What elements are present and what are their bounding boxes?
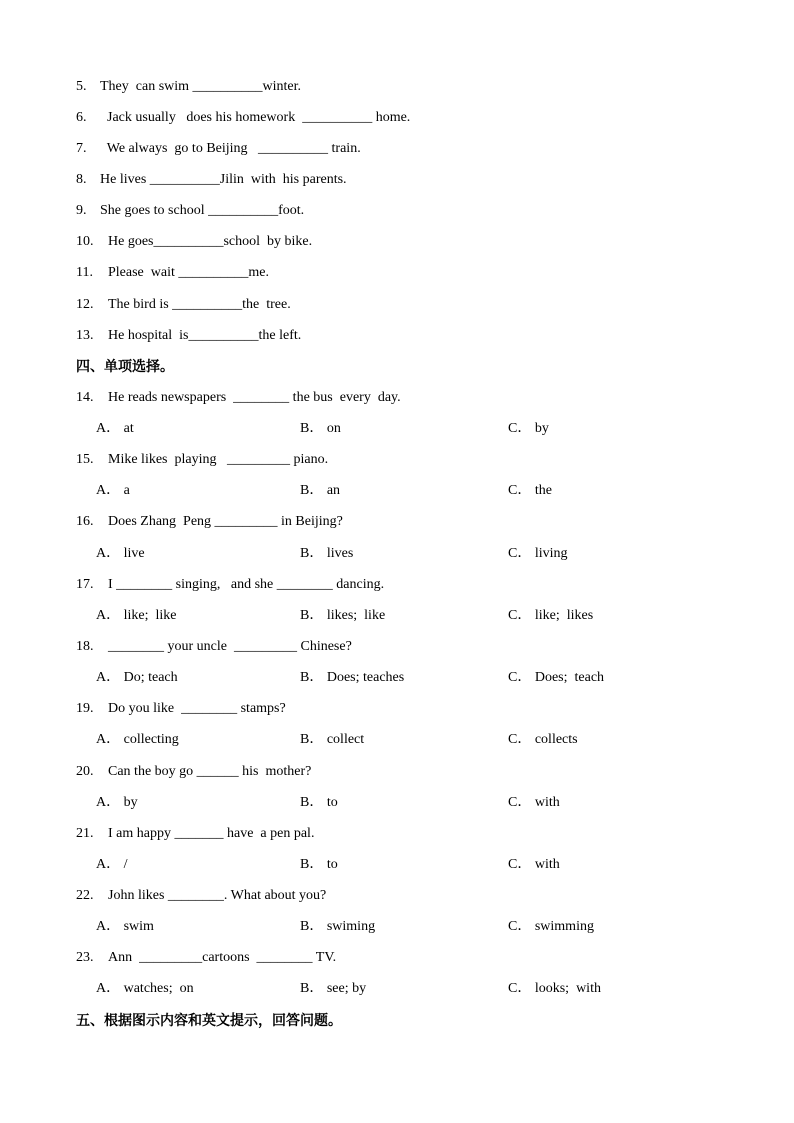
option-b: B． an xyxy=(300,483,341,498)
question-text: Can the boy go ______ his mother? xyxy=(108,764,312,779)
option-c: C． with xyxy=(508,795,560,810)
question-text: He reads newspapers ________ the bus every day. xyxy=(108,390,401,405)
question-text: Does Zhang Peng _________ in Beijing? xyxy=(108,514,343,529)
question-text: Ann _________cartoons ________ TV. xyxy=(108,950,337,965)
question-text: He hospital is__________the left. xyxy=(108,328,302,343)
question-19: 19. Do you like ________ stamps? xyxy=(76,701,286,716)
option-b: B． to xyxy=(300,795,338,810)
option-a: A． / xyxy=(96,857,128,872)
option-c: C． Does; teach xyxy=(508,670,605,685)
question-11: 11. Please wait __________me. xyxy=(76,265,269,280)
question-14: 14. He reads newspapers ________ the bus every day. xyxy=(76,390,401,405)
option-a: A． swim xyxy=(96,919,154,934)
question-8: 8. He lives __________Jilin with his parents. xyxy=(76,172,347,187)
question-text: He lives __________Jilin with his parents. xyxy=(100,172,347,187)
option-c: C． living xyxy=(508,546,568,561)
option-b: B． swiming xyxy=(300,919,376,934)
question-text: Please wait __________me. xyxy=(108,265,269,280)
option-a: A． by xyxy=(96,795,138,810)
option-b: B． likes; like xyxy=(300,608,386,623)
question-17: 17. I ________ singing, and she ________ dancing. xyxy=(76,577,385,592)
question-23: 23. Ann _________cartoons ________ TV. xyxy=(76,950,337,965)
option-c: C． with xyxy=(508,857,560,872)
question-text: Mike likes playing _________ piano. xyxy=(108,452,329,467)
option-c: C． swimming xyxy=(508,919,594,934)
option-b: B． see; by xyxy=(300,981,367,996)
question-text: We always go to Beijing __________ train. xyxy=(100,141,361,156)
question-20: 20. Can the boy go ______ his mother? xyxy=(76,764,312,779)
option-b: B． on xyxy=(300,421,341,436)
question-text: ________ your uncle _________ Chinese? xyxy=(108,639,352,654)
option-c: C． looks; with xyxy=(508,981,601,996)
option-b: B． to xyxy=(300,857,338,872)
question-12: 12. The bird is __________the tree. xyxy=(76,297,291,312)
question-text: I ________ singing, and she ________ dancing. xyxy=(108,577,385,592)
question-22: 22. John likes ________. What about you? xyxy=(76,888,327,903)
question-text: She goes to school __________foot. xyxy=(100,203,305,218)
option-a: A． at xyxy=(96,421,134,436)
section-5-title: 五、根据图示内容和英文提示，回答问题。 xyxy=(76,1013,342,1029)
section-4-title: 四、单项选择。 xyxy=(76,359,174,375)
option-a: A． watches; on xyxy=(96,981,194,996)
question-text: I am happy _______ have a pen pal. xyxy=(108,826,315,841)
option-a: A． Do; teach xyxy=(96,670,178,685)
option-b: B． Does; teaches xyxy=(300,670,405,685)
question-18: 18. ________ your uncle _________ Chinese? xyxy=(76,639,352,654)
option-a: A． collecting xyxy=(96,732,179,747)
option-a: A． a xyxy=(96,483,130,498)
option-b: B． lives xyxy=(300,546,354,561)
option-a: A． like; like xyxy=(96,608,177,623)
question-16: 16. Does Zhang Peng _________ in Beijing? xyxy=(76,514,343,529)
question-text: Jack usually does his homework __________ home. xyxy=(100,110,411,125)
question-13: 13. He hospital is__________the left. xyxy=(76,328,302,343)
question-6: 6. Jack usually does his homework __________ home. xyxy=(76,110,411,125)
question-text: They can swim __________winter. xyxy=(100,79,302,94)
question-text: John likes ________. What about you? xyxy=(108,888,327,903)
question-15: 15. Mike likes playing _________ piano. xyxy=(76,452,329,467)
option-c: C． collects xyxy=(508,732,578,747)
question-text: Do you like ________ stamps? xyxy=(108,701,286,716)
option-a: A． live xyxy=(96,546,145,561)
question-text: He goes__________school by bike. xyxy=(108,234,313,249)
question-10: 10. He goes__________school by bike. xyxy=(76,234,313,249)
question-text: The bird is __________the tree. xyxy=(108,297,291,312)
option-b: B． collect xyxy=(300,732,365,747)
question-21: 21. I am happy _______ have a pen pal. xyxy=(76,826,315,841)
option-c: C． the xyxy=(508,483,552,498)
question-9: 9. She goes to school __________foot. xyxy=(76,203,305,218)
question-7: 7. We always go to Beijing __________ train. xyxy=(76,141,361,156)
option-c: C． like; likes xyxy=(508,608,594,623)
question-5: 5. They can swim __________winter. xyxy=(76,79,302,94)
option-c: C． by xyxy=(508,421,549,436)
